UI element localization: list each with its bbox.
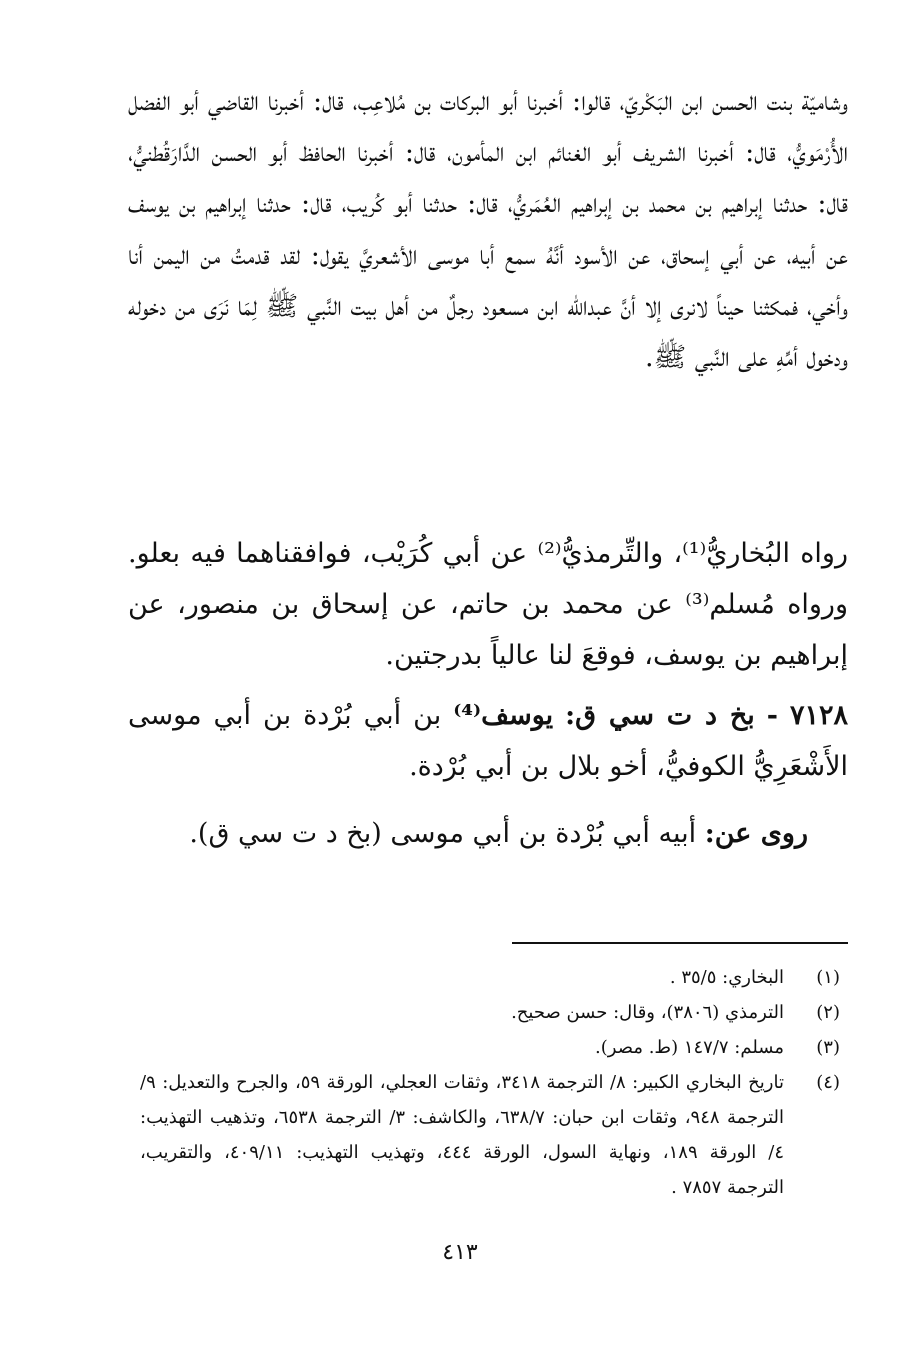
footnote-item — [140, 1030, 840, 1065]
footnote-number: (٤) — [816, 1072, 840, 1093]
footnotes — [140, 960, 840, 1205]
footnote-text: تاريخ البخاري الكبير: ٨/ الترجمة ٣٤١٨، وثقات العجلي، الورقة ٥٩، والجرح والتعديل: ٩/ الترجمة ٩٤٨، وثقات ابن حبان: ٦٣٨/٧، والكاشف: ٣/ الترجمة ٦٥٣٨، وتذهيب التهذيب: ٤/ الورقة ١٨٩، ونهاية السول، الورقة ٤٤٤، وتهذيب التهذيب: ٤٠٩/١١، والتقريب، الترجمة ٧٨٥٧ . — [140, 1072, 785, 1198]
entry-lineage: بن أبي بُرْدة بن أبي موسى الأَشْعَرِيُّ الكوفيُّ، أخو بلال بن أبي بُرْدة. — [128, 700, 848, 783]
footnote-text: البخاري: ٣٥/٥ . — [669, 967, 784, 988]
footnote-text: الترمذي (٣٨٠٦)، وقال: حسن صحيح. — [511, 1002, 784, 1023]
footnote-number: (٢) — [816, 1002, 840, 1023]
entry-number: ٧١٢٨ — [789, 700, 848, 731]
entry-codes: بخ د ت سي ق: — [565, 700, 755, 731]
riwaya-line — [128, 808, 848, 859]
footnote-number: (١) — [816, 967, 840, 988]
narration-paragraph: رواه البُخاريُّ⁽¹⁾، والتِّرمذيُّ⁽²⁾ عن أبي كُرَيْب، فوافقناهما فيه بعلو. ورواه مُسلم⁽³⁾ عن محمد بن حاتم، عن إسحاق بن منصور، عن إبراهيم بن يوسف، فوقعَ لنا عالياً بدرجتين. — [128, 538, 849, 672]
footnote-item — [140, 1065, 840, 1205]
riwaya-text: أبيه أبي بُرْدة بن أبي موسى (بخ د ت سي ق). — [189, 818, 697, 849]
footnote-text: مسلم: ١٤٧/٧ (ط. مصر). — [595, 1037, 784, 1058]
main-paragraph: وشاميّة بنت الحسن ابن البَكْريّ، قالوا: أخبرنا أبو البركات بن مُلاعِب، قال: أخبرنا القاضي أبو الفضل الأُرْمَويُّ، قال: أخبرنا الشريف أبو الغنائم ابن المأمون، قال: أخبرنا الحافظ أبو الحسن الدَّارَقُطنيُّ، قال: حدثنا إبراهيم بن محمد بن إبراهيم العُمَريُّ، قال: حدثنا أبو كُريب، قال: حدثنا إبراهيم بن يوسف عن أبيه، عن أبي إسحاق، عن الأسود أنَّهُ سمع أبا موسى الأشعريَّ يقول: لقد قدمتُ من اليمن أنا وأخي، فمكثنا حيناً لانرى إلا أنَّ عبدالله ابن مسعود رجلٌ من أهل بيت النَّبي ﷺ لِمَا نَرَى من دخوله ودخول أمِّهِ على النَّبي ﷺ. — [128, 86, 848, 374]
entry-name: يوسف⁽⁴⁾ — [453, 700, 554, 731]
footnote-item — [140, 960, 840, 995]
riwaya-label: روى عن: — [704, 818, 808, 849]
biography-entry: ٧١٢٨ - بخ د ت سي ق: يوسف⁽⁴⁾ بن أبي بُرْدة بن أبي موسى الأَشْعَرِيُّ الكوفيُّ، أخو بلال بن أبي بُرْدة. — [128, 700, 848, 783]
footnote-separator — [512, 942, 848, 944]
footnote-item — [140, 995, 840, 1030]
footnote-number: (٣) — [816, 1037, 840, 1058]
page-number: ٤١٣ — [442, 1240, 478, 1265]
